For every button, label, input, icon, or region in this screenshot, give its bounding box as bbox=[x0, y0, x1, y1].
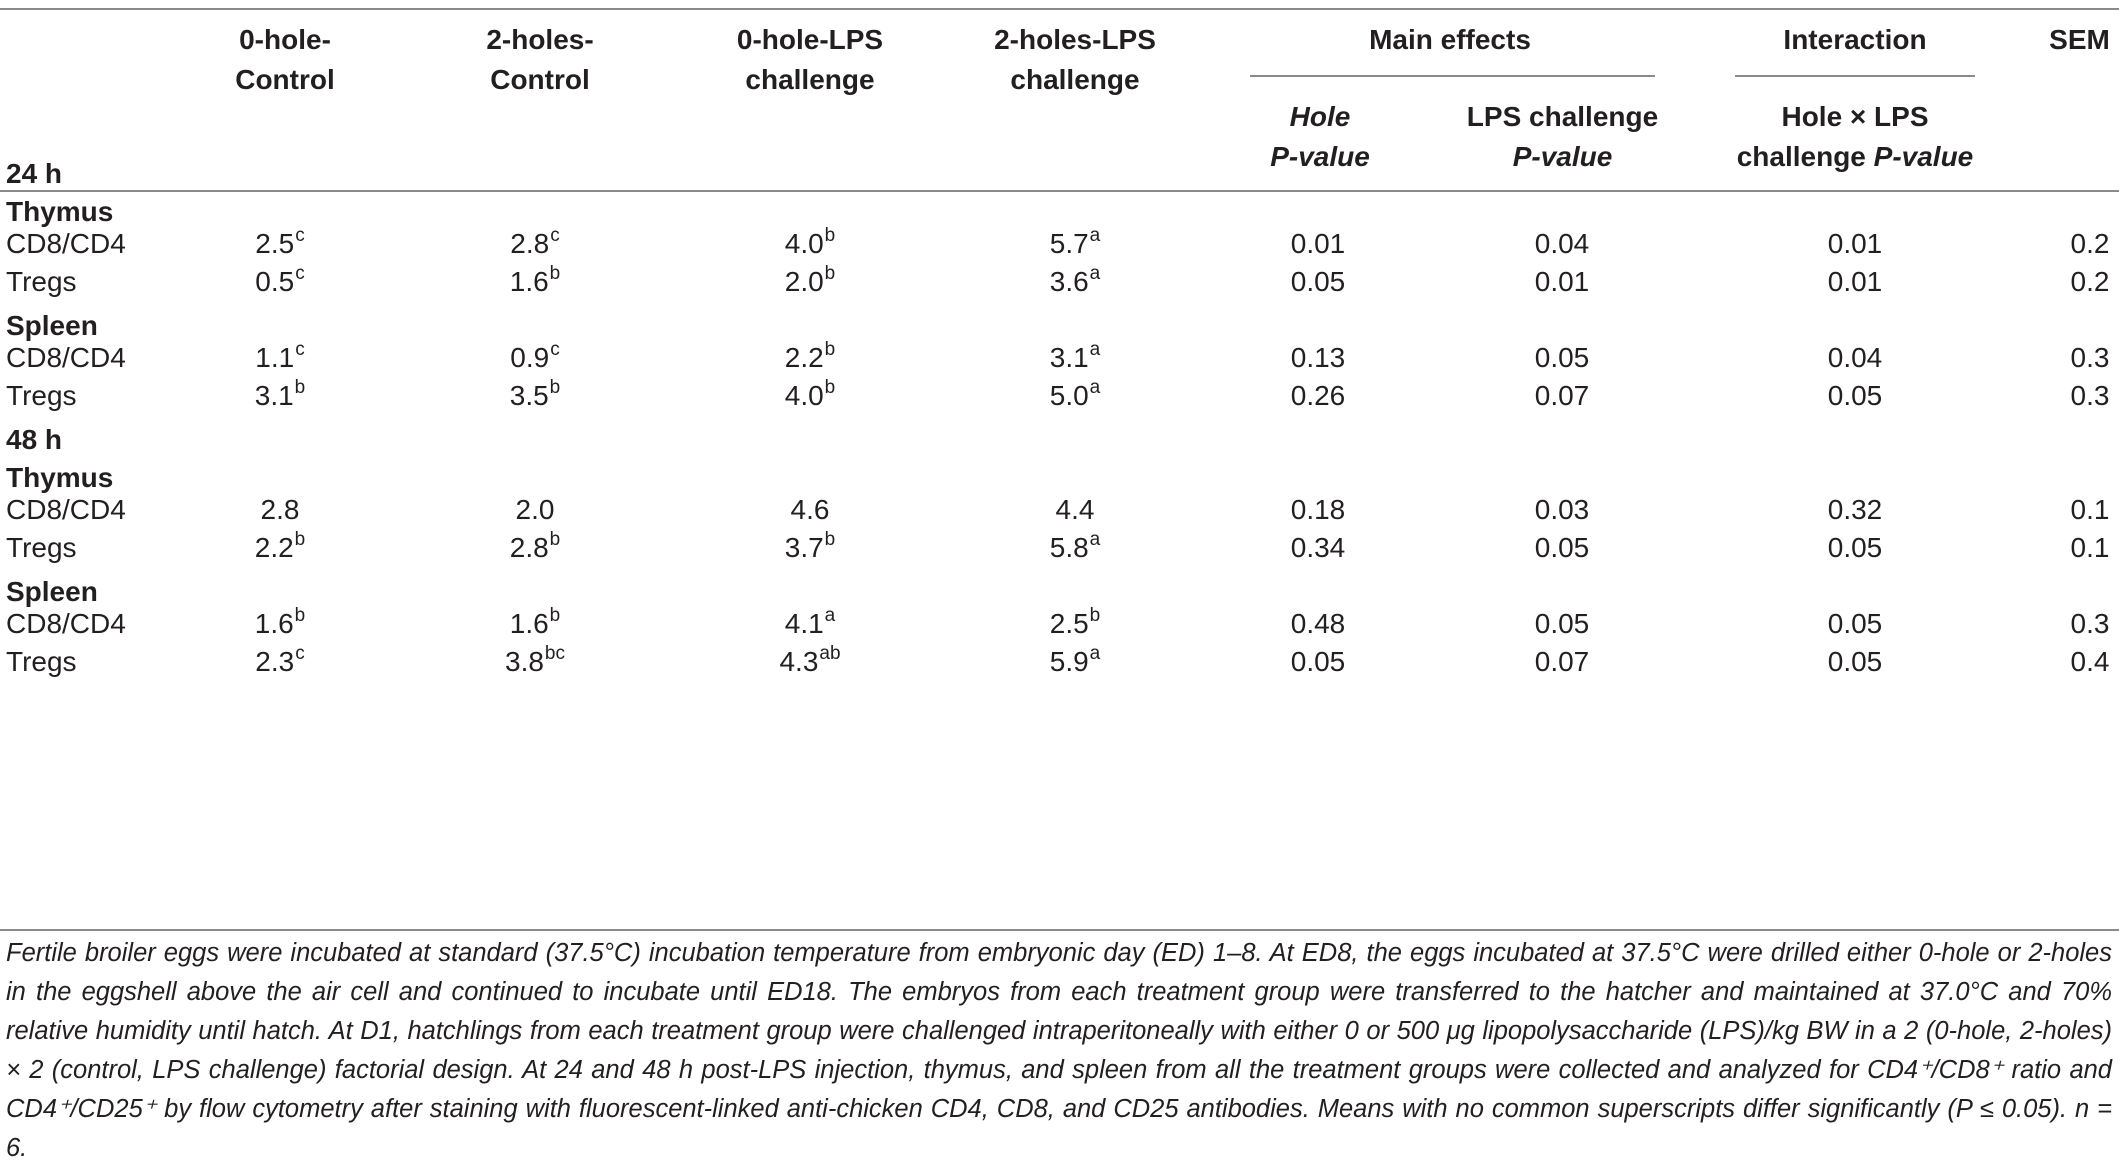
sem-value: 0.3 bbox=[2070, 380, 2110, 411]
superscript-letter: c bbox=[295, 263, 305, 284]
header-text: 2-holes-LPS bbox=[994, 24, 1156, 55]
mean-value: 3.1 bbox=[254, 380, 294, 411]
superscript-letter: a bbox=[1089, 225, 1101, 246]
mean-value: 4.3 bbox=[779, 646, 819, 677]
mean-value: 3.8 bbox=[504, 646, 544, 677]
mean-value: 5.8 bbox=[1049, 532, 1089, 563]
mean-value: 2.0 bbox=[515, 494, 555, 525]
row-label: Tregs bbox=[6, 380, 77, 411]
superscript-letter: bc bbox=[544, 643, 566, 664]
header-text: LPS challenge bbox=[1466, 101, 1659, 132]
superscript-letter: b bbox=[549, 377, 561, 398]
row-label: Tregs bbox=[6, 646, 77, 677]
treatment-mean bbox=[510, 262, 561, 306]
header-text: challenge bbox=[745, 64, 875, 95]
treatment-mean bbox=[785, 262, 836, 306]
mean-value: 4.6 bbox=[790, 494, 830, 525]
interaction-p-value: 0.01 bbox=[1827, 266, 1883, 297]
lps-p-value: 0.07 bbox=[1534, 380, 1590, 411]
header-text: P-value bbox=[1270, 141, 1370, 172]
header-hole-x-lps bbox=[1720, 97, 1990, 177]
treatment-mean bbox=[255, 642, 304, 686]
superscript-letter: ab bbox=[819, 643, 841, 664]
mean-value: 2.8 bbox=[509, 532, 549, 563]
mean-value: 4.0 bbox=[784, 228, 824, 259]
row-label: CD8/CD4 bbox=[6, 608, 126, 639]
sem-value: 0.1 bbox=[2070, 532, 2110, 563]
row-label: Tregs bbox=[6, 266, 77, 297]
interaction-p-value: 0.05 bbox=[1827, 646, 1883, 677]
header-0-hole-control bbox=[210, 20, 360, 100]
interaction-p-value: 0.01 bbox=[1827, 228, 1883, 259]
hole-p-value: 0.48 bbox=[1290, 608, 1346, 639]
interaction-p-value: 0.04 bbox=[1827, 342, 1883, 373]
lps-p-value: 0.01 bbox=[1534, 266, 1590, 297]
header-sem: SEM bbox=[2049, 24, 2110, 55]
header-bottom-rule bbox=[0, 190, 2119, 192]
mean-value: 1.6 bbox=[509, 266, 549, 297]
row-label: CD8/CD4 bbox=[6, 494, 126, 525]
header-text: 0-hole- bbox=[239, 24, 331, 55]
mean-value: 3.7 bbox=[784, 532, 824, 563]
header-text: Hole bbox=[1289, 101, 1351, 132]
treatment-mean bbox=[785, 376, 836, 420]
mean-value: 2.0 bbox=[784, 266, 824, 297]
header-text: 0-hole-LPS bbox=[736, 24, 884, 55]
superscript-letter: a bbox=[1089, 263, 1101, 284]
header-text: challenge bbox=[1010, 64, 1140, 95]
table-row bbox=[0, 636, 2119, 688]
mean-value: 3.1 bbox=[1049, 342, 1089, 373]
header-interaction: Interaction bbox=[1783, 24, 1927, 55]
mean-value: 1.6 bbox=[509, 608, 549, 639]
header-hole-p-value bbox=[1245, 97, 1395, 177]
lps-p-value: 0.05 bbox=[1534, 532, 1590, 563]
table-row bbox=[0, 370, 2119, 422]
treatment-mean bbox=[255, 262, 304, 306]
row-label: CD8/CD4 bbox=[6, 228, 126, 259]
table-row bbox=[0, 522, 2119, 574]
superscript-letter: a bbox=[1089, 643, 1101, 664]
tissue-heading: Spleen bbox=[6, 576, 98, 607]
mean-value: 2.8 bbox=[260, 494, 300, 525]
header-2-holes-control bbox=[465, 20, 615, 100]
superscript-letter: b bbox=[824, 529, 836, 550]
hole-p-value: 0.34 bbox=[1290, 532, 1346, 563]
header-text: P-value bbox=[1873, 141, 1974, 172]
superscript-letter: b bbox=[824, 339, 836, 360]
superscript-letter: b bbox=[294, 529, 306, 550]
sem-value: 0.1 bbox=[2070, 494, 2110, 525]
mean-value: 2.8 bbox=[510, 228, 550, 259]
header-text: P-value bbox=[1512, 141, 1613, 172]
treatment-mean bbox=[779, 642, 840, 686]
tissue-heading: Spleen bbox=[6, 310, 98, 341]
superscript-letter: b bbox=[824, 263, 836, 284]
superscript-letter: b bbox=[294, 605, 306, 626]
sem-value: 0.4 bbox=[2070, 646, 2110, 677]
treatment-mean bbox=[255, 376, 306, 420]
lps-p-value: 0.05 bbox=[1534, 608, 1590, 639]
table-bottom-rule bbox=[0, 929, 2119, 931]
superscript-letter: b bbox=[294, 377, 306, 398]
header-lps-p-value bbox=[1440, 97, 1685, 177]
lps-p-value: 0.07 bbox=[1534, 646, 1590, 677]
superscript-letter: c bbox=[295, 643, 305, 664]
treatment-mean bbox=[255, 528, 306, 572]
treatment-mean bbox=[1050, 642, 1101, 686]
hole-p-value: 0.05 bbox=[1290, 646, 1346, 677]
mean-value: 1.1 bbox=[255, 342, 295, 373]
lps-p-value: 0.05 bbox=[1534, 342, 1590, 373]
time-heading: 48 h bbox=[6, 424, 63, 455]
mean-value: 2.5 bbox=[1049, 608, 1089, 639]
interaction-p-value: 0.05 bbox=[1827, 608, 1883, 639]
treatment-mean bbox=[1050, 528, 1101, 572]
superscript-letter: a bbox=[824, 605, 836, 626]
hole-p-value: 0.13 bbox=[1290, 342, 1346, 373]
treatment-mean bbox=[510, 376, 561, 420]
hole-p-value: 0.26 bbox=[1290, 380, 1346, 411]
treatment-mean bbox=[785, 528, 836, 572]
mean-value: 4.4 bbox=[1055, 494, 1095, 525]
header-text: challenge bbox=[1736, 141, 1874, 172]
mean-value: 5.7 bbox=[1049, 228, 1089, 259]
mean-value: 2.2 bbox=[784, 342, 824, 373]
row-label: CD8/CD4 bbox=[6, 342, 126, 373]
sem-value: 0.2 bbox=[2070, 228, 2110, 259]
interaction-p-value: 0.05 bbox=[1827, 532, 1883, 563]
superscript-letter: a bbox=[1089, 339, 1101, 360]
mean-value: 4.1 bbox=[784, 608, 824, 639]
superscript-letter: b bbox=[549, 529, 561, 550]
superscript-letter: b bbox=[549, 263, 561, 284]
mean-value: 0.9 bbox=[510, 342, 550, 373]
superscript-letter: c bbox=[295, 225, 305, 246]
superscript-letter: c bbox=[550, 339, 560, 360]
sem-value: 0.3 bbox=[2070, 608, 2110, 639]
interaction-rule bbox=[1735, 75, 1975, 77]
mean-value: 3.5 bbox=[509, 380, 549, 411]
header-0-hole-lps bbox=[710, 20, 910, 100]
superscript-letter: c bbox=[550, 225, 560, 246]
mean-value: 4.0 bbox=[784, 380, 824, 411]
hole-p-value: 0.18 bbox=[1290, 494, 1346, 525]
superscript-letter: b bbox=[549, 605, 561, 626]
header-main-effects: Main effects bbox=[1369, 24, 1531, 55]
mean-value: 5.0 bbox=[1049, 380, 1089, 411]
superscript-letter: a bbox=[1089, 529, 1101, 550]
header-text: Control bbox=[490, 64, 590, 95]
hole-p-value: 0.01 bbox=[1290, 228, 1346, 259]
mean-value: 2.2 bbox=[254, 532, 294, 563]
lps-p-value: 0.04 bbox=[1534, 228, 1590, 259]
sem-value: 0.3 bbox=[2070, 342, 2110, 373]
treatment-mean bbox=[505, 642, 565, 686]
tissue-heading: Thymus bbox=[6, 196, 114, 227]
mean-value: 2.5 bbox=[255, 228, 295, 259]
mean-value: 3.6 bbox=[1049, 266, 1089, 297]
main-effects-rule bbox=[1250, 75, 1655, 77]
hole-p-value: 0.05 bbox=[1290, 266, 1346, 297]
table-row bbox=[0, 256, 2119, 308]
header-text: Hole × LPS bbox=[1781, 101, 1929, 132]
mean-value: 0.5 bbox=[255, 266, 295, 297]
superscript-letter: b bbox=[824, 377, 836, 398]
table-footnote: Fertile broiler eggs were incubated at standard (37.5°C) incubation temperature from embryonic day (ED) 1–8. At ED8, the eggs incubated at 37.5°C were drilled either 0-hole or 2-holes in the eggshell above the air cell and continued to incubate until ED18. The embryos from each treatment group were transferred to the hatcher and maintained at 37.0°C and 70% relative humidity until hatch. At D1, hatchlings from each treatment group were challenged intraperitoneally with either 0 or 500 μg lipopolysaccharide (LPS)/kg BW in a 2 (0-hole, 2-holes) × 2 (control, LPS challenge) factorial design. At 24 and 48 h post-LPS injection, thymus, and spleen from all the treatment groups were collected and analyzed for CD4⁺/CD8⁺ ratio and CD4⁺/CD25⁺ by flow cytometry after staining with fluorescent-linked anti-chicken CD4, CD8, and CD25 antibodies. Means with no common superscripts differ significantly (P ≤ 0.05). n = 6. bbox=[6, 939, 2112, 1162]
mean-value: 5.9 bbox=[1049, 646, 1089, 677]
sem-value: 0.2 bbox=[2070, 266, 2110, 297]
superscript-letter: b bbox=[1089, 605, 1101, 626]
row-label: Tregs bbox=[6, 532, 77, 563]
treatment-mean bbox=[1050, 376, 1101, 420]
treatment-mean bbox=[510, 528, 561, 572]
lps-p-value: 0.03 bbox=[1534, 494, 1590, 525]
mean-value: 2.3 bbox=[255, 646, 295, 677]
tissue-heading: Thymus bbox=[6, 462, 114, 493]
mean-value: 1.6 bbox=[254, 608, 294, 639]
top-rule bbox=[0, 8, 2119, 10]
superscript-letter: a bbox=[1089, 377, 1101, 398]
superscript-letter: c bbox=[295, 339, 305, 360]
interaction-p-value: 0.05 bbox=[1827, 380, 1883, 411]
time-heading: 24 h bbox=[6, 158, 63, 189]
header-2-holes-lps bbox=[975, 20, 1175, 100]
treatment-mean bbox=[1050, 262, 1101, 306]
header-text: 2-holes- bbox=[486, 24, 594, 55]
superscript-letter: b bbox=[824, 225, 836, 246]
header-text: Control bbox=[235, 64, 335, 95]
interaction-p-value: 0.32 bbox=[1827, 494, 1883, 525]
